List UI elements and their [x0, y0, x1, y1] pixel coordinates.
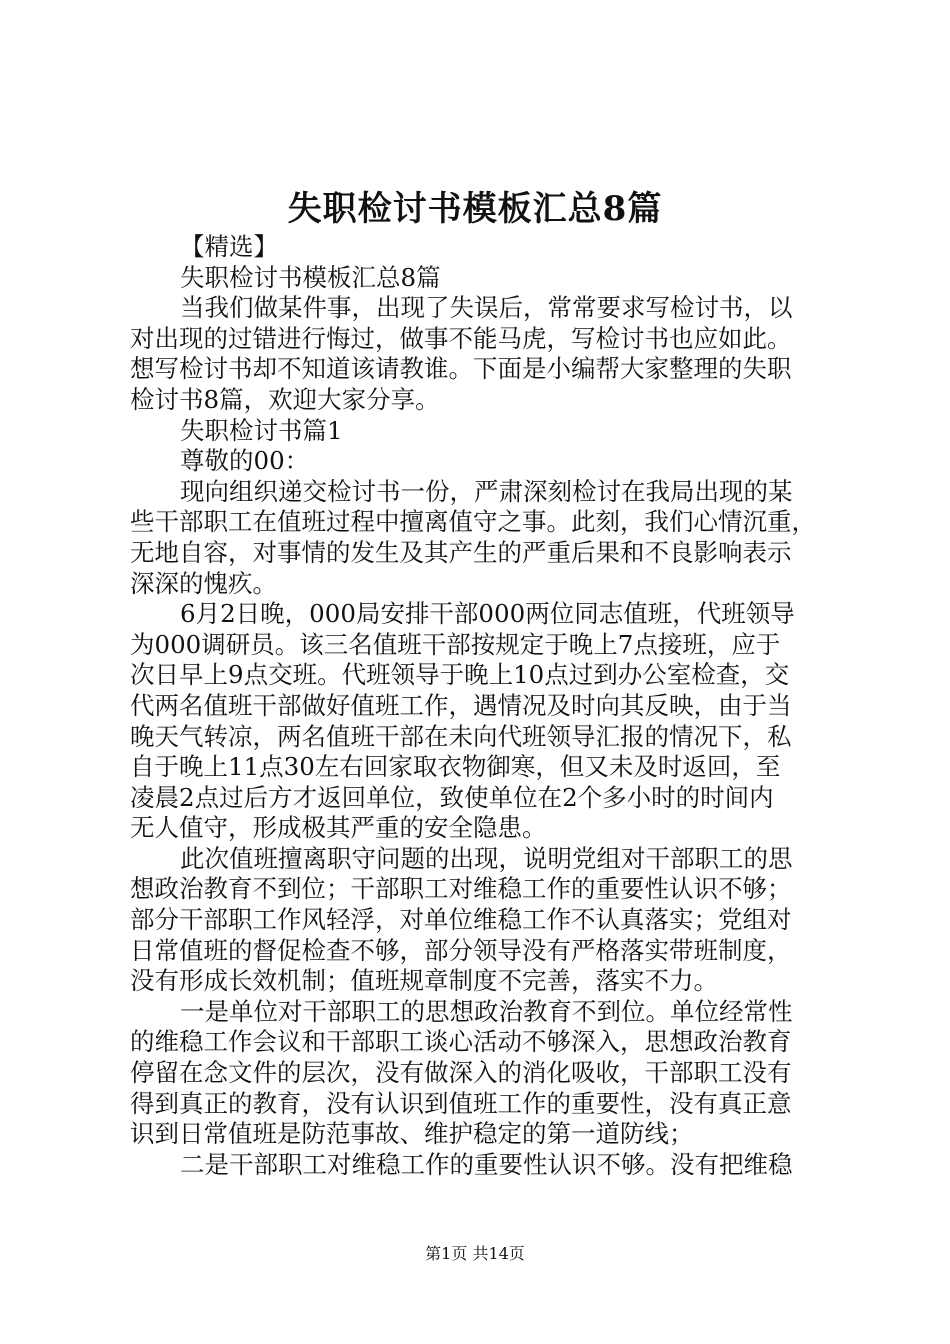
text-line: 当我们做某件事，出现了失误后，常常要求写检讨书，以 — [180, 293, 793, 323]
text-line: 想政治教育不到位；干部职工对维稳工作的重要性认识不够； — [130, 874, 792, 904]
document-title: 失职检讨书模板汇总8篇 — [287, 189, 663, 229]
text-line: 一是单位对干部职工的思想政治教育不到位。单位经常性 — [180, 996, 793, 1026]
text-line: 识到日常值班是防范事故、维护稳定的第一道防线； — [130, 1119, 694, 1149]
text-line: 代两名值班干部做好值班工作，遇情况及时向其反映，由于当 — [130, 690, 792, 720]
text-line: 没有形成长效机制；值班规章制度不完善，落实不力。 — [130, 966, 718, 996]
text-line: 次日早上9点交班。代班领导于晚上10点过到办公室检查，交 — [130, 660, 790, 690]
text-line: 【精选】 — [180, 232, 278, 261]
text-line: 无地自容，对事情的发生及其产生的严重后果和不良影响表示 — [130, 537, 792, 567]
text-line: 对出现的过错进行悔过，做事不能马虎，写检讨书也应如此。 — [130, 323, 792, 353]
text-line: 二是干部职工对维稳工作的重要性认识不够。没有把维稳 — [180, 1149, 793, 1179]
text-line: 想写检讨书却不知道该请教谁。下面是小编帮大家整理的失职 — [130, 354, 792, 384]
text-line: 晚天气转凉，两名值班干部在未向代班领导汇报的情况下，私 — [130, 721, 792, 751]
text-line: 自于晚上11点30左右回家取衣物御寒，但又未及时返回，至 — [130, 752, 781, 782]
text-line: 部分干部职工作风轻浮，对单位维稳工作不认真落实；党组对 — [130, 905, 792, 935]
text-line: 得到真正的教育，没有认识到值班工作的重要性，没有真正意 — [130, 1088, 792, 1118]
text-line: 深深的愧疚。 — [130, 568, 277, 598]
page-footer: 第1页 共14页 — [425, 1244, 525, 1263]
text-line: 尊敬的00： — [180, 446, 310, 476]
text-line: 的维稳工作会议和干部职工谈心活动不够深入，思想政治教育 — [130, 1027, 792, 1057]
text-line: 些干部职工在值班过程中擅离值守之事。此刻，我们心情沉重， — [130, 507, 816, 537]
text-line: 停留在念文件的层次，没有做深入的消化吸收，干部职工没有 — [130, 1058, 792, 1088]
text-line: 无人值守，形成极其严重的安全隐患。 — [130, 813, 547, 843]
text-line: 现向组织递交检讨书一份，严肃深刻检讨在我局出现的某 — [180, 476, 793, 506]
text-line: 为000调研员。该三名值班干部按规定于晚上7点接班，应于 — [130, 629, 781, 659]
text-line: 失职检讨书模板汇总8篇 — [180, 262, 441, 292]
text-line: 日常值班的督促检查不够，部分领导没有严格落实带班制度， — [130, 935, 792, 965]
document-body — [130, 232, 830, 1180]
text-line: 凌晨2点过后方才返回单位，致使单位在2个多小时的时间内 — [130, 782, 774, 812]
text-line: 失职检讨书篇1 — [180, 415, 343, 445]
text-line: 此次值班擅离职守问题的出现，说明党组对干部职工的思 — [180, 843, 793, 873]
text-line: 检讨书8篇，欢迎大家分享。 — [130, 384, 440, 414]
text-line: 6月2日晚，000局安排干部000两位同志值班，代班领导 — [180, 599, 795, 629]
